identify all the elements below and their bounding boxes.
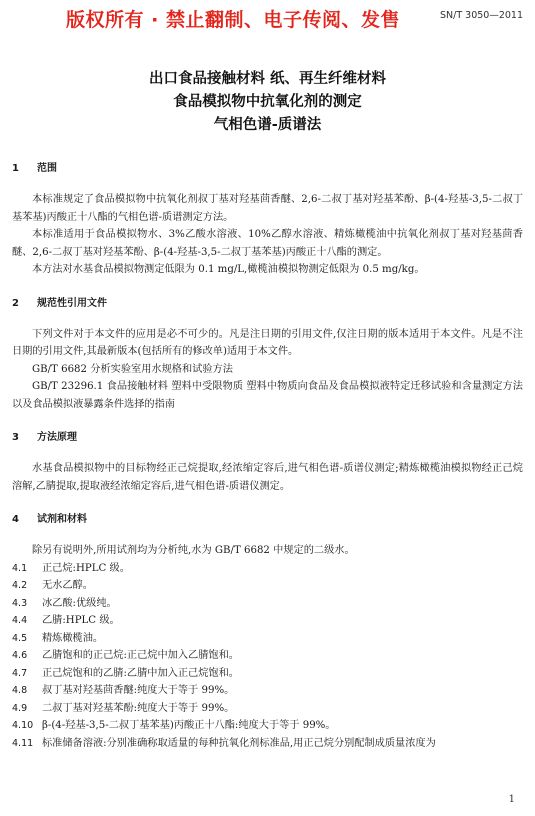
item-text: 无水乙醇。 <box>42 580 93 591</box>
reference-item: GB/T 23296.1 食品接触材料 塑料中受限物质 塑料中物质向食品及食品模拟液特定迁移试验和含量测定方法以及食品模拟液暴露条件选择的指南 <box>12 381 523 410</box>
item-text: 二叔丁基对羟基苯酚:纯度大于等于 99%。 <box>42 702 235 714</box>
list-item <box>12 700 523 718</box>
list-item <box>12 647 523 665</box>
list-item <box>12 560 523 578</box>
item-text: β-(4-羟基-3,5-二叔丁基苯基)丙酸正十八酯:纯度大于等于 99%。 <box>42 720 336 731</box>
section-number: 1 <box>12 163 19 174</box>
section-title: 试剂和材料 <box>37 514 87 525</box>
item-text: 乙腈饱和的正己烷:正己烷中加入乙腈饱和。 <box>42 650 239 661</box>
section-heading-normative-references <box>12 295 523 312</box>
section-heading-scope <box>12 160 523 177</box>
item-text: 冰乙酸:优级纯。 <box>42 597 117 609</box>
list-item <box>12 630 523 648</box>
title-line-1: 出口食品接触材料 纸、再生纤维材料 <box>148 71 387 87</box>
item-number: 4.11 <box>12 737 34 749</box>
item-number: 4.3 <box>12 597 28 609</box>
item-number: 4.8 <box>12 685 28 696</box>
section-title: 方法原理 <box>37 432 77 443</box>
paragraph: 本方法对水基食品模拟物测定低限为 0.1 mg/L,橄榄油模拟物测定低限为 0.5 mg/kg。 <box>32 264 425 275</box>
item-text: 正己烷饱和的乙腈:乙腈中加入正己烷饱和。 <box>42 667 239 679</box>
paragraph: 下列文件对于本文件的应用是必不可少的。凡是注日期的引用文件,仅注日期的版本适用于本文件。凡是不注日期的引用文件,其最新版本(包括所有的修改单)适用于本文件。 <box>12 328 523 357</box>
section-number: 3 <box>12 432 19 443</box>
section-number: 4 <box>12 514 19 525</box>
section-heading-principle <box>12 429 523 446</box>
list-item <box>12 595 523 613</box>
item-number: 4.10 <box>12 720 34 731</box>
standard-code: SN/T 3050—2011 <box>439 10 523 21</box>
title-line-2: 食品模拟物中抗氧化剂的测定 <box>173 94 362 110</box>
section-title: 规范性引用文件 <box>37 297 107 309</box>
item-number: 4.1 <box>12 562 28 574</box>
item-text: 标准储备溶液:分别准确称取适量的每种抗氧化剂标准品,用正己烷分别配制成质量浓度为 <box>42 737 436 749</box>
section-heading-reagents <box>12 511 523 528</box>
list-item <box>12 682 523 700</box>
item-text: 乙腈:HPLC 级。 <box>42 615 120 626</box>
item-number: 4.6 <box>12 650 28 661</box>
item-number: 4.5 <box>12 632 28 644</box>
item-text: 叔丁基对羟基茴香醚:纯度大于等于 99%。 <box>42 685 235 696</box>
section-title: 范围 <box>37 163 57 174</box>
item-text: 正己烷:HPLC 级。 <box>42 562 130 574</box>
item-number: 4.9 <box>12 702 28 714</box>
paragraph: 本标准适用于食品模拟物水、3%乙酸水溶液、10%乙醇水溶液、精炼橄榄油中抗氧化剂叔丁基对羟基茴香醚、2,6-二叔丁基对羟基苯酚、β-(4-羟基-3,5-二叔丁基苯基)丙酸正十八酯的测定。 <box>12 229 523 258</box>
item-number: 4.7 <box>12 667 28 679</box>
item-number: 4.2 <box>12 580 28 591</box>
item-number: 4.4 <box>12 615 28 626</box>
copyright-watermark: 版权所有 · 禁止翻制、电子传阅、发售 <box>66 9 400 31</box>
list-item <box>12 735 523 753</box>
list-item <box>12 665 523 683</box>
paragraph: 除另有说明外,所用试剂均为分析纯,水为 GB/T 6682 中规定的二级水。 <box>32 545 355 556</box>
page-number: 1 <box>508 794 515 805</box>
item-text: 精炼橄榄油。 <box>42 632 104 644</box>
list-item <box>12 577 523 595</box>
document-body <box>12 160 523 752</box>
document-title <box>0 68 535 137</box>
list-item <box>12 612 523 630</box>
reference-item: GB/T 6682 分析实验室用水规格和试验方法 <box>32 363 233 375</box>
section-number: 2 <box>12 297 19 309</box>
title-line-3: 气相色谱-质谱法 <box>213 117 322 133</box>
paragraph: 本标准规定了食品模拟物中抗氧化剂叔丁基对羟基茴香醚、2,6-二叔丁基对羟基苯酚、β-(4-羟基-3,5-二叔丁基苯基)丙酸正十八酯的气相色谱-质谱测定方法。 <box>12 194 523 223</box>
paragraph: 水基食品模拟物中的目标物经正己烷提取,经浓缩定容后,进气相色谱-质谱仪测定;精炼橄榄油模拟物经正己烷溶解,乙腈提取,提取液经浓缩定容后,进气相色谱-质谱仪测定。 <box>12 463 523 492</box>
list-item <box>12 717 523 735</box>
